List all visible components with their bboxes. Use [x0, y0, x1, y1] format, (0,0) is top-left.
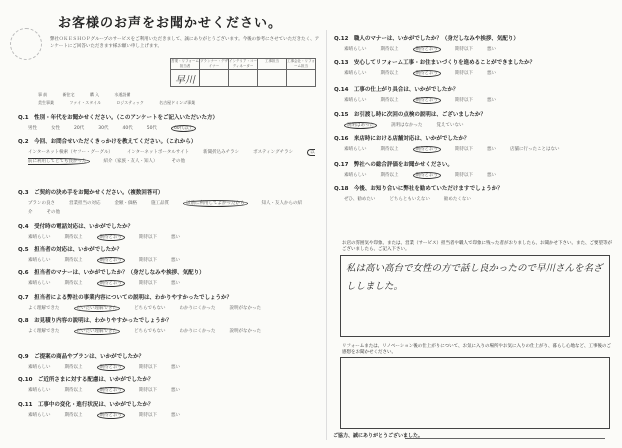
- question-label: Q.2 今回、お問合せいただくきっかけを教えてください。（これから）: [18, 139, 197, 145]
- question-label: Q.11 工事中の変化・進行状況は、いかがでしたか？: [18, 402, 154, 408]
- staff-role: 工事会社・リフォーム担当: [287, 59, 315, 68]
- answer-option[interactable]: 期待以上: [380, 47, 399, 52]
- answer-option[interactable]: わかりにくかった: [179, 329, 216, 334]
- answer-option[interactable]: 女性: [51, 126, 60, 131]
- question-options: [344, 45, 510, 54]
- question-label: Q.15 お引渡し時に次回の点検の説明は、ございましたか？: [334, 112, 486, 118]
- question-label: Q.18 今後、お知り合いに弊社を勧めていただけますでしょうか？: [334, 186, 503, 192]
- staff-role: プランナー・デザイナー: [200, 59, 228, 68]
- answer-option[interactable]: 悪い: [171, 258, 180, 263]
- question-label: Q.6 担当者のマナーは、いかがでしたか？（身だしなみや挨拶、気配り）: [18, 270, 205, 276]
- info-option[interactable]: 水道設備: [114, 92, 131, 97]
- answer-option[interactable]: わかりにくかった: [179, 306, 216, 311]
- answer-option[interactable]: 素晴らしい: [344, 98, 367, 103]
- answer-option[interactable]: 覚えていない: [436, 123, 464, 128]
- question-options: [28, 124, 210, 133]
- answer-option[interactable]: 素晴らしい: [28, 413, 51, 418]
- answer-option[interactable]: 期待以下: [455, 98, 473, 103]
- staff-table: [170, 58, 316, 87]
- answer-option[interactable]: 素晴らしい: [344, 173, 367, 178]
- answer-option[interactable]: 営業担当の対応: [69, 201, 101, 206]
- question-options: [28, 327, 275, 336]
- answer-option[interactable]: インターネット検索（ヤフー・グーグル）: [28, 150, 113, 155]
- intro-text: 弊社ＯＫＥＳＨＯＰグループのサービスをご利用いただきまして、誠にありがとうございます。今後の参考にさせていただきたく、アンケートにご回答いただきます様お願い申し上げます。: [50, 37, 320, 49]
- answer-option[interactable]: 期待どおり: [97, 364, 126, 371]
- question-label: Q.8 お見積り内容の説明は、わかりやすかったでしょうか？: [18, 318, 172, 324]
- answer-option[interactable]: 店舗に行ったことはない: [510, 147, 560, 152]
- answer-option[interactable]: 期待どおり: [97, 412, 126, 419]
- info-option[interactable]: 購 入: [89, 92, 100, 97]
- answer-option[interactable]: よく理解できた: [28, 329, 60, 334]
- answer-option[interactable]: 素晴らしい: [344, 147, 367, 152]
- question-options: [28, 148, 318, 166]
- answer-option[interactable]: 説明がなかった: [229, 329, 261, 334]
- answer-option[interactable]: 期待以下: [139, 281, 157, 286]
- handwritten-comment: 私は高い高台で女性の方で話し良かったので早川さんを名ざししました。: [346, 263, 603, 292]
- answer-option[interactable]: 期待以下: [455, 47, 473, 52]
- answer-option[interactable]: 新聞折込みチラシ: [203, 150, 240, 155]
- answer-option[interactable]: 期待以上: [380, 147, 399, 152]
- question-options: [28, 304, 275, 313]
- answer-option[interactable]: 素晴らしい: [344, 47, 367, 52]
- answer-option[interactable]: 素晴らしい: [344, 71, 367, 76]
- question-label: Q.17 弊社への総合評価をお聞かせください。: [334, 162, 453, 168]
- answer-option[interactable]: 悪い: [171, 365, 180, 370]
- staff-name-cell[interactable]: [200, 70, 229, 87]
- answer-option[interactable]: 悪い: [171, 235, 180, 240]
- question-options: [28, 279, 194, 288]
- answer-option[interactable]: インターネットポータルサイト: [126, 150, 190, 155]
- question-options: [28, 411, 194, 420]
- answer-option[interactable]: 期待以下: [139, 235, 157, 240]
- answer-option[interactable]: 紹介（家族・友人・知人）: [103, 159, 158, 164]
- answer-option[interactable]: 知人・友人からの紹介: [28, 201, 302, 215]
- question-label: Q.14 工事の仕上がり具合は、いかがでしたか？: [334, 87, 459, 93]
- answer-option[interactable]: 期待どおり: [97, 234, 126, 241]
- answer-option[interactable]: どちらともいえない: [389, 197, 430, 202]
- answer-option[interactable]: だいたい理解できた: [74, 305, 121, 312]
- answer-option[interactable]: 以前に利用してよかったから: [183, 200, 248, 207]
- question-label: Q.5 担当者の対応は、いかがでしたか？: [18, 247, 123, 253]
- answer-option[interactable]: よく理解できた: [28, 306, 60, 311]
- staff-name-cell[interactable]: [287, 70, 316, 87]
- info-row-2: [38, 100, 209, 106]
- answer-option[interactable]: 素晴らしい: [28, 258, 51, 263]
- answer-option[interactable]: 期待以下: [455, 173, 473, 178]
- footer-signature-line: [405, 438, 605, 439]
- answer-option[interactable]: 期待以下: [139, 258, 157, 263]
- answer-option[interactable]: 悪い: [487, 71, 496, 76]
- answer-option[interactable]: 悪い: [487, 147, 496, 152]
- answer-option[interactable]: 期待以上: [64, 281, 83, 286]
- question-label: Q.12 職人のマナーは、いかがでしたか？（身だしなみや挨拶、気配り）: [334, 36, 519, 42]
- answer-option[interactable]: プランの良さ: [28, 201, 55, 206]
- question-options: [344, 195, 485, 204]
- answer-option[interactable]: 期待どおり: [97, 257, 126, 264]
- answer-option[interactable]: 勧めたくない: [443, 197, 471, 202]
- info-option[interactable]: ファイ・スタイル: [69, 100, 102, 105]
- question-options: [344, 121, 477, 130]
- answer-option[interactable]: 素晴らしい: [28, 388, 51, 393]
- answer-option[interactable]: 悪い: [487, 98, 496, 103]
- answer-option[interactable]: 期待どおり: [413, 172, 442, 179]
- answer-option[interactable]: ポスティングチラシ: [253, 150, 294, 155]
- staff-role: インテリア・コーディネーター: [229, 59, 257, 68]
- question-label: Q.4 受付時の電話対応は、いかがでしたか？: [18, 224, 134, 230]
- question-label: Q.7 担当者による弊社の事業内容についての説明は、わかりやすかったでしょうか？: [18, 295, 232, 301]
- answer-option[interactable]: 期待以下: [139, 413, 157, 418]
- answer-option[interactable]: 悪い: [487, 173, 496, 178]
- answer-option[interactable]: 期待以上: [64, 413, 83, 418]
- answer-option[interactable]: 悪い: [171, 281, 180, 286]
- question-options: [28, 386, 194, 395]
- answer-option[interactable]: 男性: [28, 126, 37, 131]
- answer-option[interactable]: 期待以下: [455, 147, 473, 152]
- question-options: [344, 96, 510, 105]
- answer-option[interactable]: 悪い: [487, 47, 496, 52]
- info-option[interactable]: ロジスティック: [116, 100, 144, 105]
- question-options: [28, 363, 194, 372]
- answer-option[interactable]: 悪い: [171, 413, 180, 418]
- staff-name-cell[interactable]: [171, 70, 200, 87]
- answer-option[interactable]: 期待以上: [380, 173, 399, 178]
- answer-option[interactable]: 期待以上: [64, 388, 83, 393]
- question-label: Q.1 性別・年代をお聞かせください。（このアンケートをご記入いただいた方）: [18, 115, 219, 121]
- question-options: [28, 199, 318, 217]
- answer-option[interactable]: 素晴らしい: [28, 281, 51, 286]
- question-options: [28, 233, 194, 242]
- staff-handwritten-name: 早川: [175, 75, 195, 86]
- answer-option[interactable]: 期待どおり: [413, 46, 442, 53]
- free-comment-box-2[interactable]: [340, 357, 610, 429]
- question-options: [344, 69, 510, 78]
- staff-role: 営業・リフォーム担当者: [171, 59, 199, 68]
- info-option[interactable]: 新住宅: [62, 92, 75, 97]
- info-option[interactable]: 美生事業: [38, 100, 54, 105]
- staff-name-cell[interactable]: [229, 70, 258, 87]
- answer-option[interactable]: 期待以上: [64, 365, 83, 370]
- page-title: お客様のお声をお聞かせください。: [58, 16, 283, 31]
- answer-option[interactable]: 60代以上: [171, 125, 196, 132]
- answer-option[interactable]: 以前に利用してとても良かった: [28, 150, 315, 164]
- free-comment-label-1: お店の雰囲気や印象、または、営業（サービス）担当者や職人で印象に残った者がおりましたら、お聞かせ下さい。また、ご要望等がございましたら、ご記入下さい。: [342, 241, 612, 252]
- question-options: [344, 145, 574, 154]
- answer-option[interactable]: 期待以上: [380, 98, 399, 103]
- answer-option[interactable]: だいたい理解できた: [74, 328, 121, 335]
- answer-option[interactable]: 期待以下: [455, 71, 473, 76]
- answer-option[interactable]: 悪い: [171, 388, 180, 393]
- answer-option[interactable]: どちらでもない: [134, 306, 166, 311]
- staff-role: 工事担当: [258, 59, 287, 70]
- answer-option[interactable]: 20代: [74, 126, 85, 131]
- info-option[interactable]: 事 前: [38, 92, 48, 97]
- footer-thanks: ご協力、誠にありがとうございました。: [333, 433, 424, 439]
- answer-option[interactable]: 説明がなかった: [229, 306, 261, 311]
- answer-option[interactable]: 期待どおり: [413, 70, 442, 77]
- company-logo-icon: [10, 28, 42, 60]
- question-label: Q.10 ご近所さまに対する配慮は、いかがでしたか？: [18, 377, 154, 383]
- question-label: Q.9 ご提案の商品やプランは、いかがでしたか？: [18, 354, 145, 360]
- answer-option[interactable]: 期待以上: [64, 258, 83, 263]
- free-comment-label-2: リフォームまたは、リノベーション後の仕上がりについて、お気に入りの場所やお気に入りの仕上がり、暮らし心地など、工事後のご感想をお聞かせください。: [342, 344, 612, 355]
- answer-option[interactable]: 50代: [146, 126, 157, 131]
- staff-name-cell[interactable]: [258, 70, 287, 87]
- answer-option[interactable]: その他: [46, 210, 60, 215]
- answer-option[interactable]: 期待以下: [139, 365, 157, 370]
- answer-option[interactable]: その他: [171, 159, 185, 164]
- answer-option[interactable]: 期待以上: [380, 71, 399, 76]
- question-label: Q.3 ご契約の決め手をお聞かせください。（複数回答可）: [18, 190, 164, 196]
- answer-option[interactable]: 40代: [122, 126, 133, 131]
- answer-option[interactable]: どちらでもない: [134, 329, 166, 334]
- answer-option[interactable]: 素晴らしい: [28, 365, 51, 370]
- column-divider: [326, 30, 327, 440]
- question-label: Q.16 来店時における店舗対応は、いかがでしたか？: [334, 136, 470, 142]
- answer-option[interactable]: 説明はなかった: [390, 123, 423, 128]
- question-label: Q.13 安心してリフォーム工事・お住まいづくりを進めることができましたか？: [334, 60, 536, 66]
- answer-option[interactable]: 期待どおり: [97, 387, 126, 394]
- info-row-1: [38, 92, 144, 98]
- question-options: [344, 171, 510, 180]
- answer-option[interactable]: ぜひ、勧めたい: [344, 197, 376, 202]
- answer-option[interactable]: 期待どおり: [413, 146, 442, 153]
- answer-option[interactable]: 期待以下: [139, 388, 157, 393]
- info-option[interactable]: 名古屋ドミンゴ事業: [159, 100, 196, 105]
- answer-option[interactable]: 説明はあった: [344, 122, 377, 129]
- answer-option[interactable]: 30代: [98, 126, 109, 131]
- answer-option[interactable]: 施工品質: [151, 201, 169, 206]
- answer-option[interactable]: 期待どおり: [413, 97, 442, 104]
- answer-option[interactable]: 期待以上: [64, 235, 83, 240]
- answer-option[interactable]: 金額・価格: [114, 201, 137, 206]
- question-options: [28, 256, 194, 265]
- answer-option[interactable]: 素晴らしい: [28, 235, 51, 240]
- answer-option[interactable]: 期待どおり: [97, 280, 126, 287]
